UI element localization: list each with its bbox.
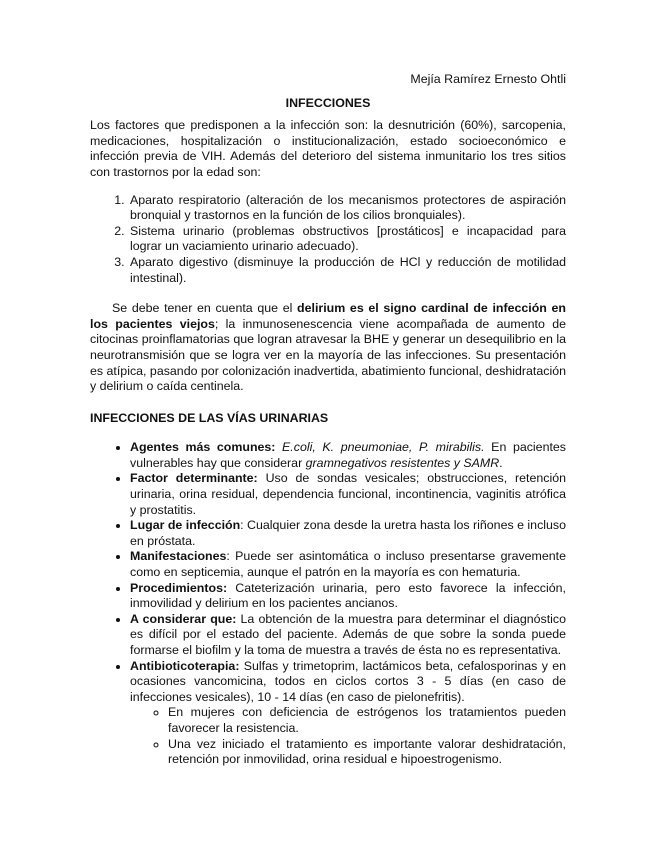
document-title: INFECCIONES — [285, 95, 371, 110]
item-manifestaciones — [130, 549, 566, 580]
item-factor-label: Factor determinante: — [130, 471, 258, 486]
item-agentes-end: . — [499, 455, 503, 470]
site-urinary: 2. Sistema urinario (problemas obstructivos [prostáticos] e incapacidad para lograr un vaciamiento urinario adecuado). — [128, 224, 566, 255]
item-agentes-label: Agentes más comunes: — [130, 440, 276, 455]
item-agentes — [130, 440, 566, 471]
antibio-sub-item: ◦ Una vez iniciado el tratamiento es importante valorar deshidratación, retención por inmovilidad, orina residual e hipoestrogenismo. — [168, 737, 566, 768]
item-agentes-mid: En pacientes vulnerables hay que considerar — [130, 440, 566, 470]
document-page — [90, 72, 566, 768]
delirium-text-after: ; la inmunosenescencia viene acompañada de aumento de citocinas proinflamatorias que logran atravesar la BHE y generar un desequilibrio en la neurotransmisión que se logra ver en la mayoría de las infecciones. Su presentación es atípica, pasando por colonización inadvertida, abatimiento funcional, deshidratación y delirium o caída centinela. — [90, 316, 566, 394]
site-respiratory: 1. Aparato respiratorio (alteración de los mecanismos protectores de aspiración bronquial y trastornos en la función de los cilios bronquiales). — [128, 193, 566, 224]
item-procedimientos-label: Procedimientos: — [130, 580, 228, 595]
age-related-sites-list — [90, 193, 566, 287]
item-antibio — [130, 659, 566, 768]
item-considerar-label: A considerar que: — [130, 611, 237, 626]
delirium-emphasis: delirium es el signo cardinal de infección en los pacientes viejos — [90, 301, 566, 331]
item-antibio-label: Antibioticoterapia: — [130, 658, 240, 673]
item-factor-text: Uso de sondas vesicales; obstrucciones, retención urinaria, orina residual, dependencia funcional, incontinencia, vaginitis atrófica y prostatitis. — [130, 471, 566, 517]
item-considerar-text: La obtención de la muestra para determinar el diagnóstico es difícil por el estado del paciente. Además de que sobre la sonda puede formarse el biofilm y la toma de muestra a través de ésta no es representativa. — [130, 611, 566, 657]
uti-bullet-list — [90, 440, 566, 767]
item-factor — [130, 471, 566, 518]
item-considerar — [130, 612, 566, 659]
item-manifestaciones-text: : Puede ser asintomática o incluso presentarse gravemente como en septicemia, aunque el patrón en la mayoría es con hematuria. — [130, 549, 566, 580]
delirium-paragraph — [90, 301, 566, 395]
antibio-sub-list — [130, 705, 566, 767]
antibio-sub-item: ◦ En mujeres con deficiencia de estrógenos los tratamientos pueden favorecer la resistencia. — [168, 705, 566, 736]
delirium-text-before: Se debe tener en cuenta que el — [112, 301, 298, 316]
author-name: Mejía Ramírez Ernesto Ohtli — [410, 72, 566, 86]
item-lugar-label: Lugar de infección — [130, 518, 241, 533]
intro-paragraph: Los factores que predisponen a la infección son: la desnutrición (60%), sarcopenia, medicaciones, hospitalización o institucionalización, estado socioeconómico e infección previa de VIH. Además del deterioro del sistema inmunitario los tres sitios con trastornos por la edad son: — [90, 118, 566, 179]
item-agentes-gram: gramnegativos resistentes y SAMR — [305, 455, 500, 470]
item-manifestaciones-label: Manifestaciones — [130, 549, 227, 564]
item-procedimientos — [130, 581, 566, 612]
item-lugar-text: : Cualquier zona desde la uretra hasta los riñones e incluso en próstata. — [130, 518, 567, 548]
item-agentes-organisms: E.coli, K. pneumoniae, P. mirabilis. — [282, 440, 485, 455]
item-antibio-text: Sulfas y trimetoprim, lactámicos beta, cefalosporinas y en ocasiones vancomicina, todos en ciclos cortos 3 - 5 días (en caso de infecciones vesicales), 10 - 14 días (en caso de pielonefritis). — [130, 658, 566, 704]
site-digestive: 3. Aparato digestivo (disminuye la producción de HCl y reducción de motilidad intestinal). — [128, 255, 566, 286]
item-lugar — [130, 518, 566, 549]
item-procedimientos-text: Cateterización urinaria, pero esto favorece la infección, inmovilidad y delirium en los pacientes ancianos. — [130, 580, 566, 611]
section-title-uti: INFECCIONES DE LAS VÍAS URINARIAS — [90, 410, 329, 425]
